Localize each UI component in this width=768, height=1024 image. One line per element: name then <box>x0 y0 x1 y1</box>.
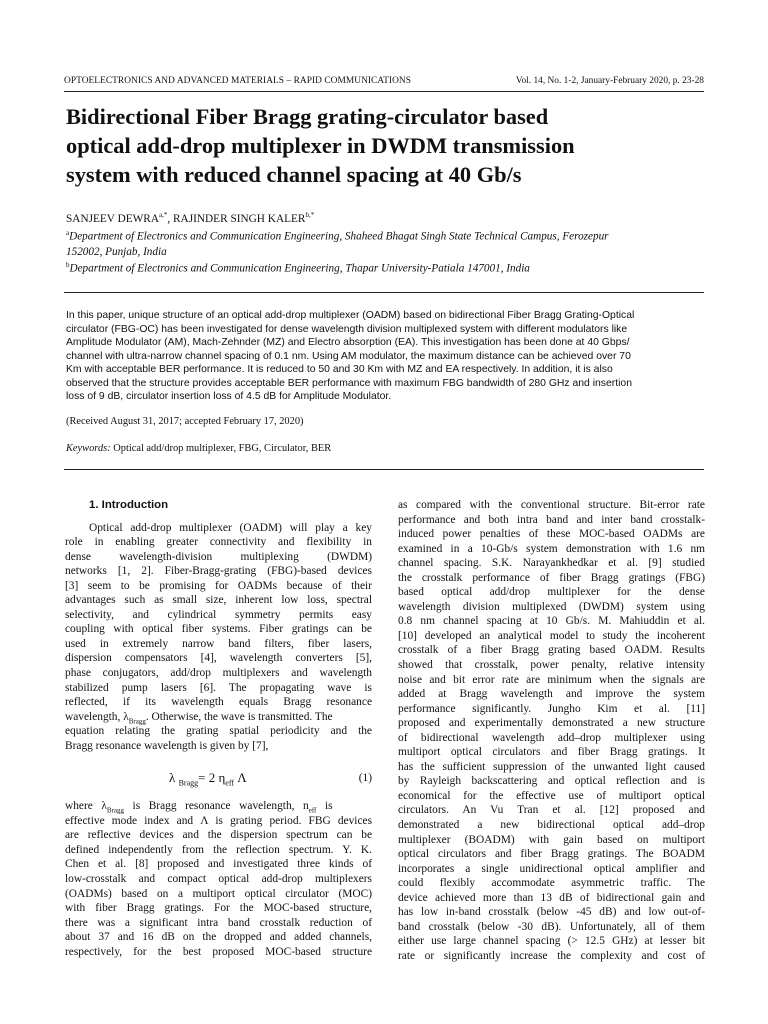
author-name: SANJEEV DEWRA <box>66 212 159 225</box>
body-line: effective mode index and Λ is grating period. FBG devices <box>65 814 372 827</box>
author-separator: , <box>167 212 174 225</box>
body-line: (OADMs) based on a multiport optical circulator (MOC) <box>65 887 372 900</box>
equation-symbol: λ <box>169 770 179 786</box>
title-line: system with reduced channel spacing at 40 Gb/s <box>66 162 522 187</box>
affiliation-mark: a <box>66 229 70 237</box>
text-run: . Otherwise, the wave is transmitted. The <box>145 710 333 723</box>
body-line: with fiber Bragg gratings. For the MOC-based structure, <box>65 902 372 915</box>
subscript: eff <box>225 778 234 788</box>
body-line: dense wavelength-division multiplexing (DWDM) <box>65 550 372 563</box>
abstract <box>66 309 706 404</box>
author-affil-mark: b,* <box>305 211 315 219</box>
body-line: phase conjugators, add/drop multiplexers and wavelength <box>65 667 372 680</box>
subscript: Bragg <box>106 806 125 815</box>
subscript: Bragg <box>178 778 199 788</box>
body-line: performance and both intra band and inter band crosstalk- <box>398 513 705 526</box>
equation-symbol: Λ <box>234 770 247 786</box>
body-line: has the sufficient suppression of the unwanted light caused <box>398 760 705 773</box>
section-heading: 1. Introduction <box>89 499 169 511</box>
body-line: advantages such as small size, inherent low loss, spectral <box>65 594 372 607</box>
body-line: band crosstalk (below -30 dB). Unfortunately, all of them <box>398 920 705 933</box>
body-line: [3] seem to be promising for OADMs because of their <box>65 579 372 592</box>
body-line <box>65 710 372 725</box>
running-head <box>64 76 704 90</box>
header-rule <box>64 91 704 92</box>
author-name: RAJINDER SINGH KALER <box>173 212 306 225</box>
title-line: Bidirectional Fiber Bragg grating-circulator based <box>66 104 549 129</box>
body-line: are reflective devices and the dispersion spectrum can be <box>65 829 372 842</box>
text-run: where λ <box>65 800 107 813</box>
body-line: selectivity, and cylindrical symmetry permits easy <box>65 608 372 621</box>
body-line: low-crosstalk and compact optical add-drop multiplexers <box>65 873 372 886</box>
body-line: economical for the effective use of multiport optical <box>398 789 705 802</box>
title-line: optical add-drop multiplexer in DWDM transmission <box>66 133 575 158</box>
body-line: as compared with the conventional structure. Bit-error rate <box>398 499 705 511</box>
body-line: 0.8 nm channel spacing at 10 Gb/s. M. Mahiuddin et al. <box>398 615 705 628</box>
text-run: is <box>316 800 333 813</box>
keywords-text: Optical add/drop multiplexer, FBG, Circulator, BER <box>113 443 332 454</box>
body-line: wavelength division multiplexed (DWDM) system using <box>398 600 705 613</box>
subscript: Bragg <box>128 716 146 725</box>
body-line: used in extremely narrow band filters, fiber lasers, <box>65 637 372 650</box>
body-line: equation relating the grating spatial periodicity and the <box>65 725 372 738</box>
body-line: of bidirectional wavelength add–drop multiplexer using <box>398 731 705 744</box>
body-line: [10] developed an analytical model to study the incoherent <box>398 629 705 642</box>
received-dates: (Received August 31, 2017; accepted February 17, 2020) <box>66 416 304 427</box>
body-line: proposed and experimentally demonstrated a new structure <box>398 717 705 730</box>
affiliation-b <box>66 258 716 277</box>
text-run: is Bragg resonance wavelength, n <box>124 800 309 813</box>
keywords <box>66 443 331 454</box>
body-line: multiplexer (BOADM) with gain based on multiport <box>398 833 705 846</box>
affiliation-line: 152002, Punjab, India <box>66 245 167 258</box>
abstract-line: loss of 9 dB, circulator insertion loss of 4.5 dB for Amplitude Modulator. <box>66 391 392 402</box>
body-line: either use large channel spacing (> 12.5 GHz) at lesser bit <box>398 935 705 948</box>
body-line: about 37 and 16 dB on the dropped and added channels, <box>65 931 372 944</box>
journal-name: OPTOELECTRONICS AND ADVANCED MATERIALS – RAPID COMMUNICATIONS <box>64 76 411 86</box>
body-line: has low in-band crosstalk (below -45 dB) and low out-of- <box>398 906 705 919</box>
body-line <box>65 799 372 814</box>
abstract-line: channel with ultra-narrow channel spacing of 0.1 nm. Using AM modulator, the maximum distance can be achieved over 70 <box>66 350 631 362</box>
body-line: coupling with optical fiber systems. Fiber gratings can be <box>65 623 372 636</box>
author-list <box>66 211 314 225</box>
body-line: could flexibly accommodate asymmetric traffic. The <box>398 877 705 890</box>
body-line: by Rayleigh backscattering and optical reflection and is <box>398 775 705 788</box>
equation-bragg <box>65 767 372 793</box>
body-line: device achieved more than 13 dB of bidirectional gain and <box>398 891 705 904</box>
body-line: there was a significant intra band crosstalk reduction of <box>65 916 372 929</box>
body-line: respectively, for the best proposed MOC-based structure <box>65 945 372 958</box>
abstract-bottom-rule <box>64 469 704 470</box>
abstract-line: Km with acceptable BER performance. It is reduced to 50 and 30 Km with MZ and EA respectively. In addition, it is also <box>66 364 613 375</box>
equation-number: (1) <box>358 772 372 785</box>
equation-symbol: = 2 η <box>198 770 226 786</box>
body-line: Optical add-drop multiplexer (OADM) will play a key <box>89 521 372 534</box>
body-line: incorporates a single unidirectional optical amplifier and <box>398 862 705 875</box>
body-line: dispersion compensators [4], wavelength converters [5], <box>65 652 372 665</box>
subscript: eff <box>308 806 317 815</box>
body-line: multiport optical circulators and fiber Bragg gratings. It <box>398 746 705 759</box>
body-line: induced power penalties of these MOC-based OADMs are <box>398 528 705 541</box>
abstract-line: observed that the structure provides acceptable BER performance with maximum FBG bandwidth of 280 GHz and insertion <box>66 377 632 389</box>
body-line: channel spacing. S.K. Narayankhedkar et al. [9] studied <box>398 557 705 570</box>
body-line: showed that crosstalk, power penalty, relative intensity <box>398 659 705 672</box>
body-line: demonstrated a new bidirectional optical add–drop <box>398 819 705 832</box>
author-affil-mark: a,* <box>159 211 168 219</box>
body-line: performance significantly. Jungho Kim et al. [11] <box>398 702 705 715</box>
abstract-top-rule <box>64 292 704 293</box>
body-line: circulators. An Vu Tran et al. [12] proposed and <box>398 804 705 817</box>
abstract-line: circulator (FBG-OC) has been investigated for dense wavelength division multiplexed system with different modulators like <box>66 323 628 335</box>
affiliation-a <box>66 226 716 260</box>
body-line: Bragg resonance wavelength is given by [7], <box>65 739 269 752</box>
body-line: networks [1, 2]. Fiber-Bragg-grating (FBG)-based devices <box>65 565 372 578</box>
equation-expression <box>169 771 247 791</box>
left-column <box>65 498 372 959</box>
body-line: defined independently from the reflection spectrum. Y. K. <box>65 843 372 856</box>
body-line: reflected, if its wavelength equals Bragg resonance <box>65 696 372 709</box>
abstract-line: In this paper, unique structure of an optical add-drop multiplexer (OADM) based on bidirectional Fiber Bragg Grating-Optical <box>66 310 635 321</box>
paper-title <box>66 102 706 189</box>
body-line: the crosstalk performance of fiber Bragg gratings (FBG) <box>398 571 705 584</box>
keywords-label: Keywords: <box>66 443 111 454</box>
body-line: crosstalk of a fiber Bragg grating based OADM. Results <box>398 644 705 657</box>
right-column <box>398 498 705 964</box>
body-line: optical circulators and fiber Bragg gratings. The BOADM <box>398 848 705 861</box>
issue-info: Vol. 14, No. 1-2, January-February 2020, p. 23-28 <box>515 76 704 86</box>
affiliation-line: Department of Electronics and Communication Engineering, Thapar University-Patiala 147001, India <box>69 262 530 275</box>
body-line: role in enabling greater connectivity and flexibility in <box>65 536 372 549</box>
body-line: Chen et al. [8] proposed and investigated three kinds of <box>65 858 372 871</box>
text-run: wavelength, λ <box>65 710 129 723</box>
body-line: examined in a 10-Gb/s system demonstration with 1.6 nm <box>398 542 705 555</box>
body-line: noise and bit error rate are minimum when the signals are <box>398 673 705 686</box>
body-line: added at Bragg wavelength and improve the system <box>398 688 705 701</box>
abstract-line: Amplitude Modulator (AM), Mach-Zehnder (MZ) and Electro absorption (EA). This investigation has been done at 40 Gbps/ <box>66 337 630 348</box>
body-line: stabilized pump lasers [6]. The propagating wave is <box>65 681 372 694</box>
affiliation-mark: b <box>66 261 70 269</box>
affiliation-line: Department of Electronics and Communication Engineering, Shaheed Bhagat Singh State Technical Campus, Ferozepur <box>69 230 609 243</box>
body-line: rate or significantly increase the complexity and cost of <box>398 949 705 962</box>
body-line: based optical add/drop multiplexer for the dense <box>398 586 705 599</box>
